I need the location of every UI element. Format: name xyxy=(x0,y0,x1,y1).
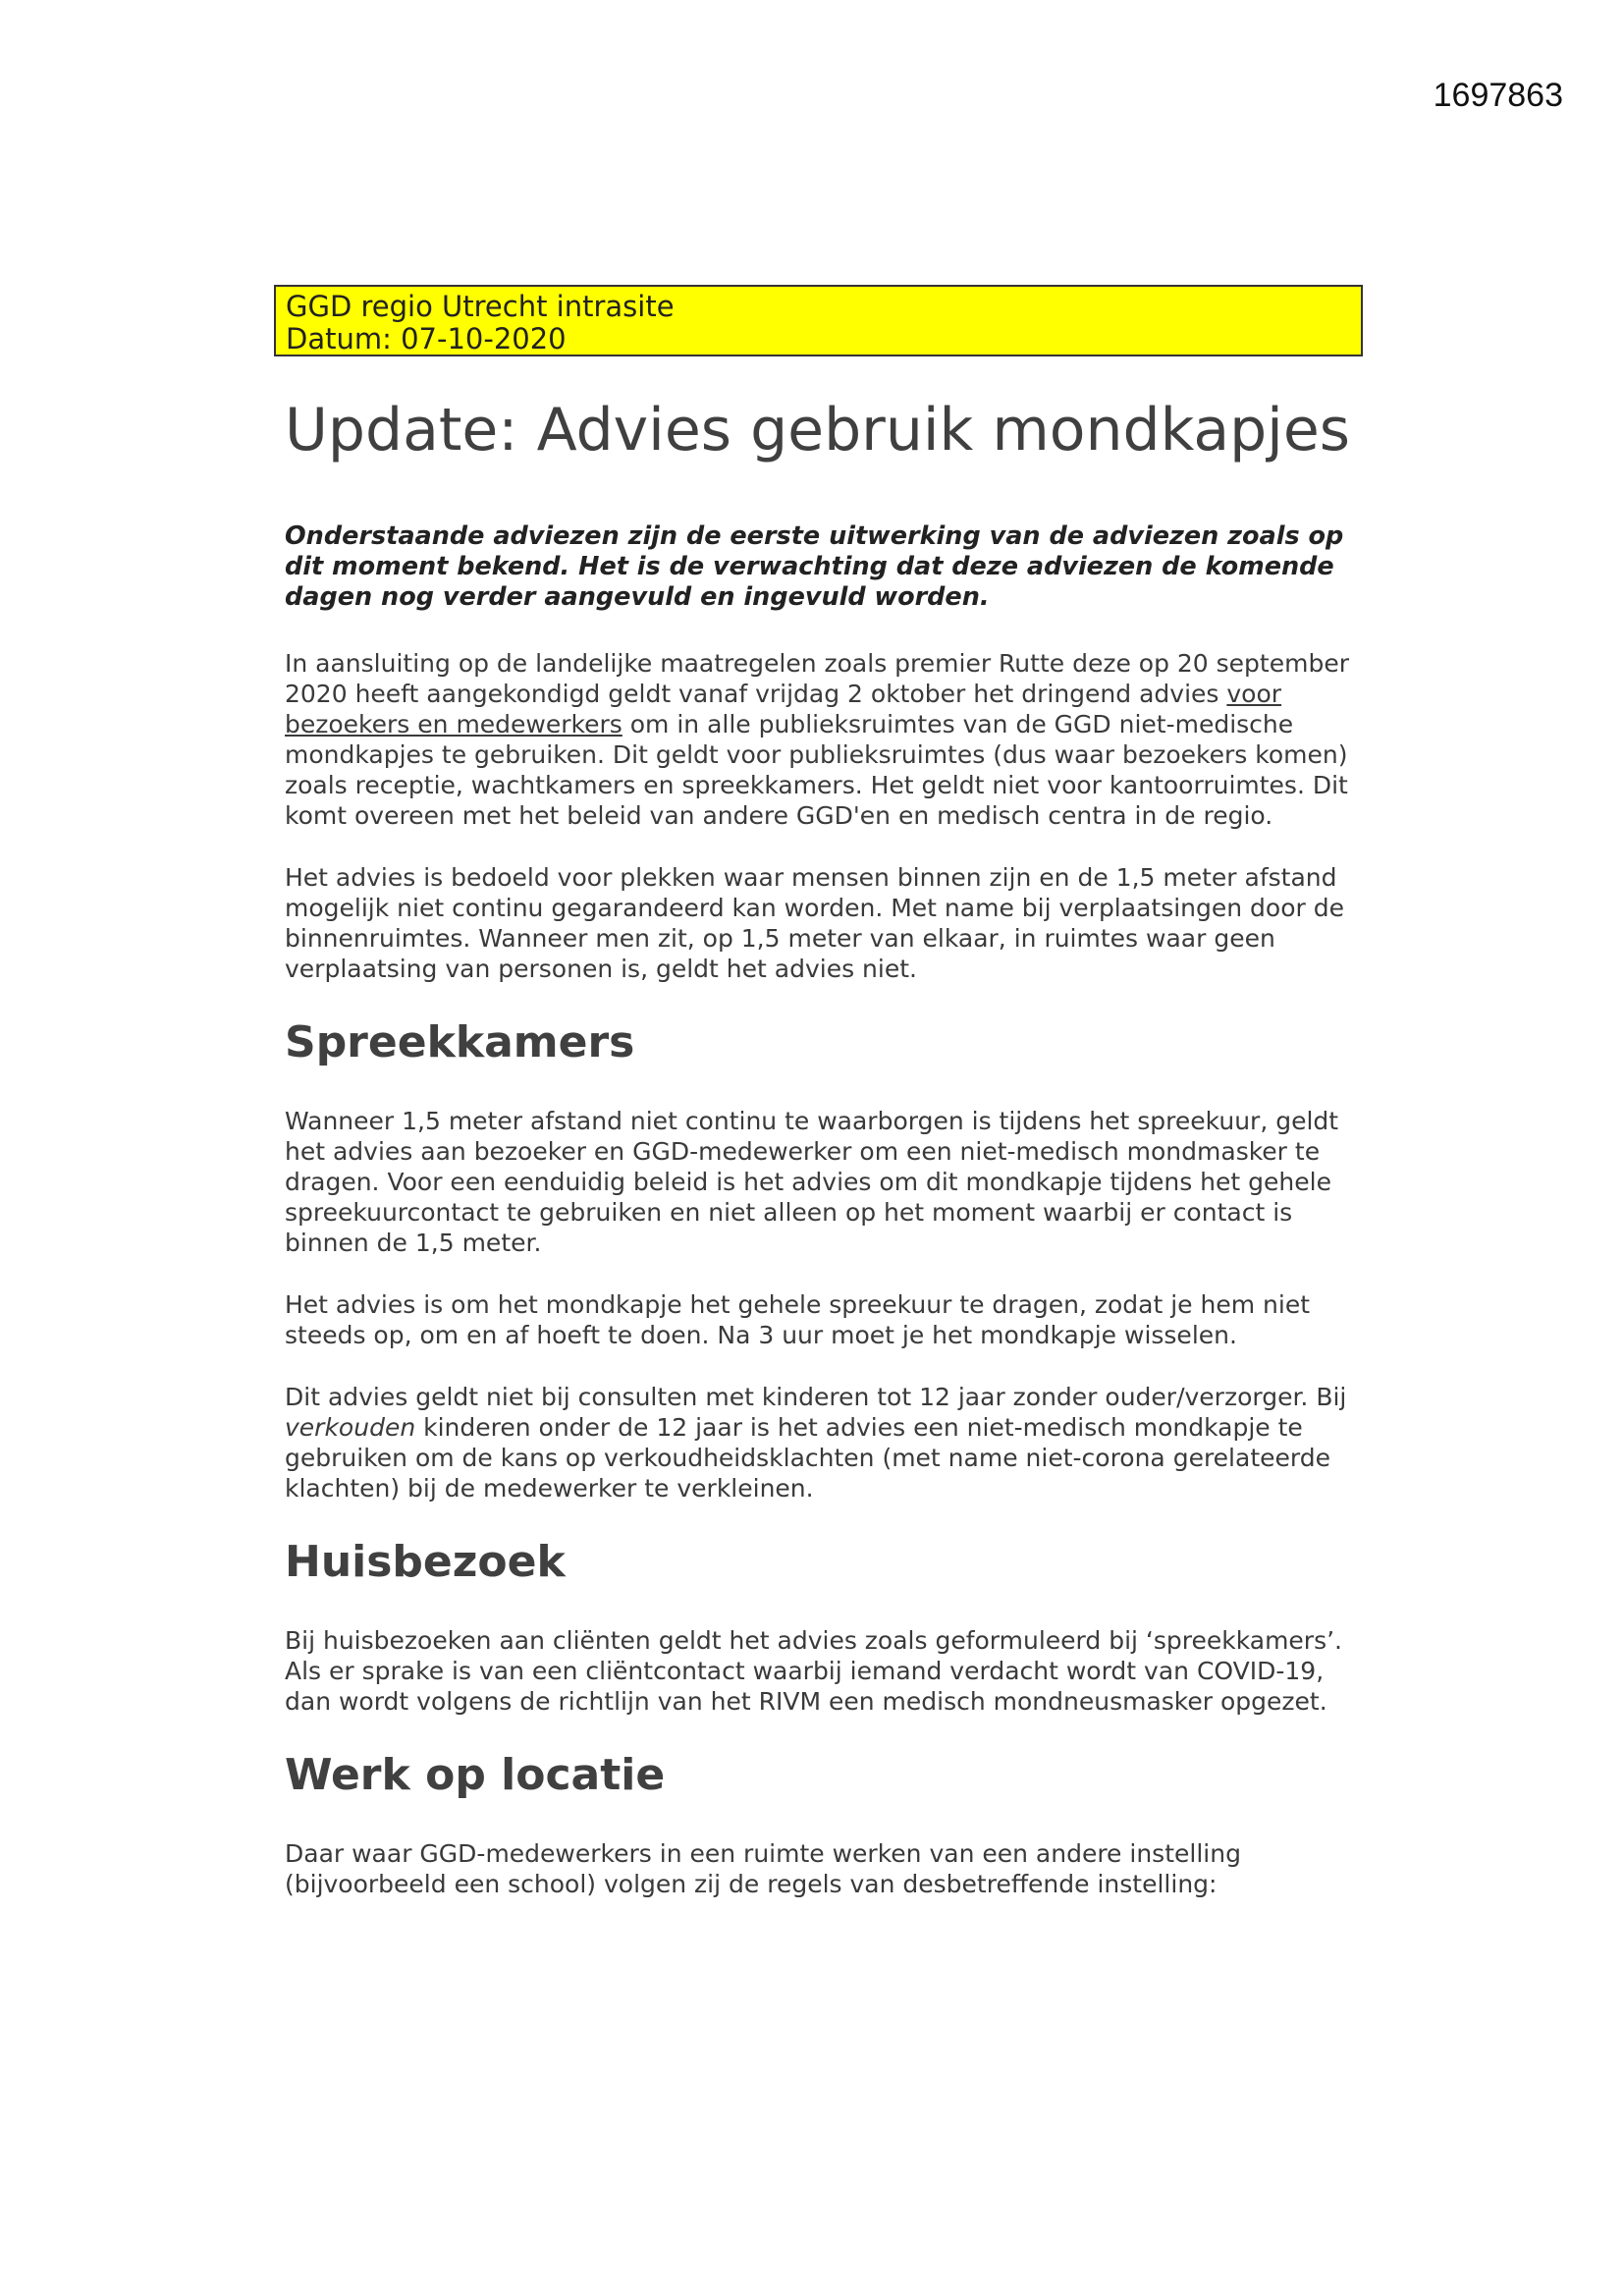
document-body xyxy=(285,388,1375,1931)
header-box xyxy=(274,285,1363,356)
paragraph-purpose: Het advies is bedoeld voor plekken waar mensen binnen zijn en de 1,5 meter afstand mogelijk niet continu gegarandeerd kan worden. Met name bij verplaatsingen door de binnenruimtes. Wanneer men zit, op 1,5 meter van elkaar, in ruimtes waar geen verplaatsing van personen is, geldt het advies niet. xyxy=(285,863,1344,983)
werk-op-locatie-paragraph: Daar waar GGD-medewerkers in een ruimte werken van een andere instelling (bijvoorbeeld een school) volgen zij de regels van desbetreffende instelling: xyxy=(285,1839,1241,1898)
spreekkamers-p3-start: Dit advies geldt niet bij consulten met kinderen tot 12 jaar zonder ouder/verzorger. Bij xyxy=(285,1383,1347,1411)
spreekkamers-p3-end: kinderen onder de 12 jaar is het advies een niet-medisch mondkapje te gebruiken om de kans op verkoudheidsklachten (met name niet-corona gerelateerde klachten) bij de medewerker te verkleinen. xyxy=(285,1413,1330,1503)
document-id: 1697863 xyxy=(1433,77,1563,114)
huisbezoek-paragraph: Bij huisbezoeken aan cliënten geldt het advies zoals geformuleerd bij ‘spreekkamers’. Als er sprake is van een cliëntcontact waarbij iemand verdacht wordt van COVID-19, dan wordt volgens de richtlijn van het RIVM een medisch mondneusmasker opgezet. xyxy=(285,1626,1343,1716)
visitors-staff-link[interactable]: voor bezoekers en medewerkers xyxy=(285,680,1282,738)
heading-huisbezoek: Huisbezoek xyxy=(285,1537,566,1587)
spreekkamers-paragraph-3 xyxy=(285,1382,1375,1503)
header-date: Datum: 07-10-2020 xyxy=(286,322,567,355)
page-title: Update: Advies gebruik mondkapjes xyxy=(285,396,1351,465)
heading-werk-op-locatie: Werk op locatie xyxy=(285,1750,666,1800)
spreekkamers-paragraph-1: Wanneer 1,5 meter afstand niet continu te waarborgen is tijdens het spreekuur, geldt het advies aan bezoeker en GGD-medewerker om een niet-medisch mondmasker te dragen. Voor een eenduidig beleid is het advies om dit mondkapje tijdens het gehele spreekuurcontact te gebruiken en niet alleen op het moment waarbij er contact is binnen de 1,5 meter. xyxy=(285,1107,1339,1257)
paragraph-measures-text-end: om in alle publieksruimtes van de GGD niet-medische mondkapjes te gebruiken. Dit geldt voor publieksruimtes (dus waar bezoekers komen) zoals receptie, wachtkamers en spreekkamers. Het geldt niet voor kantoorruimtes. Dit komt overeen met het beleid van andere GGD'en en medisch centra in de regio. xyxy=(285,710,1348,830)
paragraph-measures xyxy=(285,648,1375,831)
spreekkamers-paragraph-2: Het advies is om het mondkapje het gehele spreekuur te dragen, zodat je hem niet steeds op, om en af hoeft te doen. Na 3 uur moet je het mondkapje wisselen. xyxy=(285,1290,1311,1349)
intro-paragraph: Onderstaande adviezen zijn de eerste uitwerking van de adviezen zoals op dit moment bekend. Het is de verwachting dat deze adviezen de komende dagen nog verder aangevuld en ingevuld worden. xyxy=(285,521,1344,612)
paragraph-measures-text-start: In aansluiting op de landelijke maatregelen zoals premier Rutte deze op 20 september 2020 heeft aangekondigd geldt vanaf vrijdag 2 oktober het dringend advies xyxy=(285,649,1349,708)
heading-spreekkamers: Spreekkamers xyxy=(285,1017,635,1067)
header-source: GGD regio Utrecht intrasite xyxy=(286,290,675,323)
spreekkamers-p3-emphasis: verkouden xyxy=(285,1413,416,1442)
